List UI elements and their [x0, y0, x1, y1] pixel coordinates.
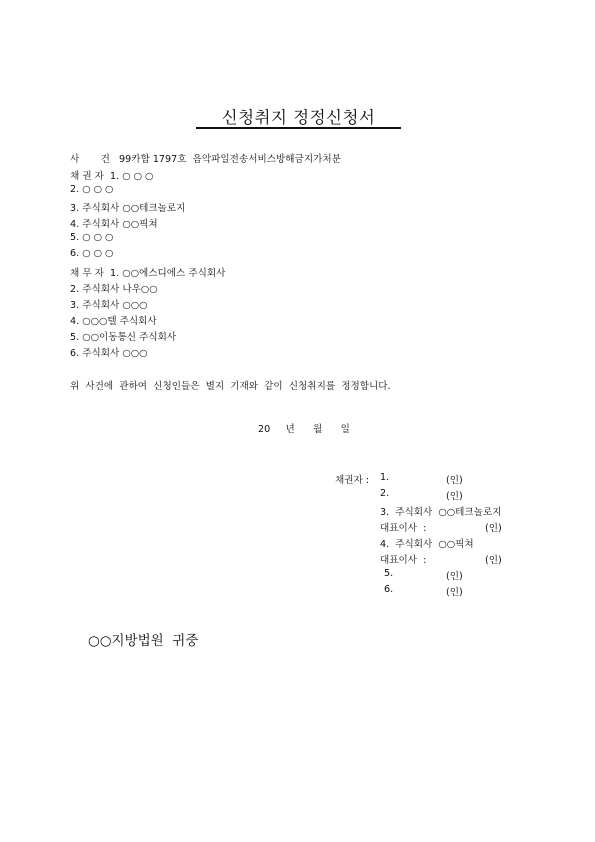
- debtor-line: 3. 주식회사 ○○○: [70, 300, 148, 311]
- seal-mark: (인): [446, 491, 463, 502]
- signature-line: 대표이사 :: [380, 555, 427, 566]
- seal-mark: (인): [485, 523, 502, 534]
- signature-line: 대표이사 :: [380, 523, 427, 534]
- creditor-line: 채 권 자 1. ○ ○ ○: [70, 171, 154, 182]
- debtor-line: 6. 주식회사 ○○○: [70, 348, 148, 359]
- date-line: 20 년 월 일: [258, 424, 350, 435]
- signature-line: 2.: [380, 488, 390, 499]
- creditor-line: 6. ○ ○ ○: [70, 248, 114, 259]
- court-addressee: ○○지방법원 귀중: [88, 633, 199, 649]
- body-text: 위 사건에 관하여 신청인들은 별지 기재와 같이 신청취지를 정정합니다.: [70, 381, 391, 392]
- signature-line: 1.: [380, 472, 390, 483]
- signature-line: 4. 주식회사 ○○픽쳐: [380, 539, 474, 550]
- title-underline: [196, 127, 401, 129]
- case-line: 사 건 99카합 1797호 음악파일전송서비스방해금지가처분: [70, 154, 341, 165]
- signature-line: 6.: [384, 584, 394, 595]
- signature-line: 3. 주식회사 ○○테크놀로지: [380, 507, 502, 518]
- signature-label: 채권자 :: [335, 475, 370, 486]
- debtor-line: 2. 주식회사 나우○○: [70, 284, 158, 295]
- creditor-line: 4. 주식회사 ○○픽쳐: [70, 219, 158, 230]
- creditor-line: 5. ○ ○ ○: [70, 232, 114, 243]
- seal-mark: (인): [485, 555, 502, 566]
- seal-mark: (인): [446, 571, 463, 582]
- creditor-line: 3. 주식회사 ○○테크놀로지: [70, 203, 186, 214]
- creditor-line: 2. ○ ○ ○: [70, 184, 114, 195]
- seal-mark: (인): [446, 587, 463, 598]
- document-title: 신청취지 정정신청서: [221, 108, 376, 127]
- seal-mark: (인): [446, 475, 463, 486]
- signature-line: 5.: [384, 568, 394, 579]
- debtor-line: 4. ○○○텔 주식회사: [70, 316, 157, 327]
- debtor-line: 채 무 자 1. ○○에스디에스 주식회사: [70, 268, 226, 279]
- debtor-line: 5. ○○이동통신 주식회사: [70, 332, 177, 343]
